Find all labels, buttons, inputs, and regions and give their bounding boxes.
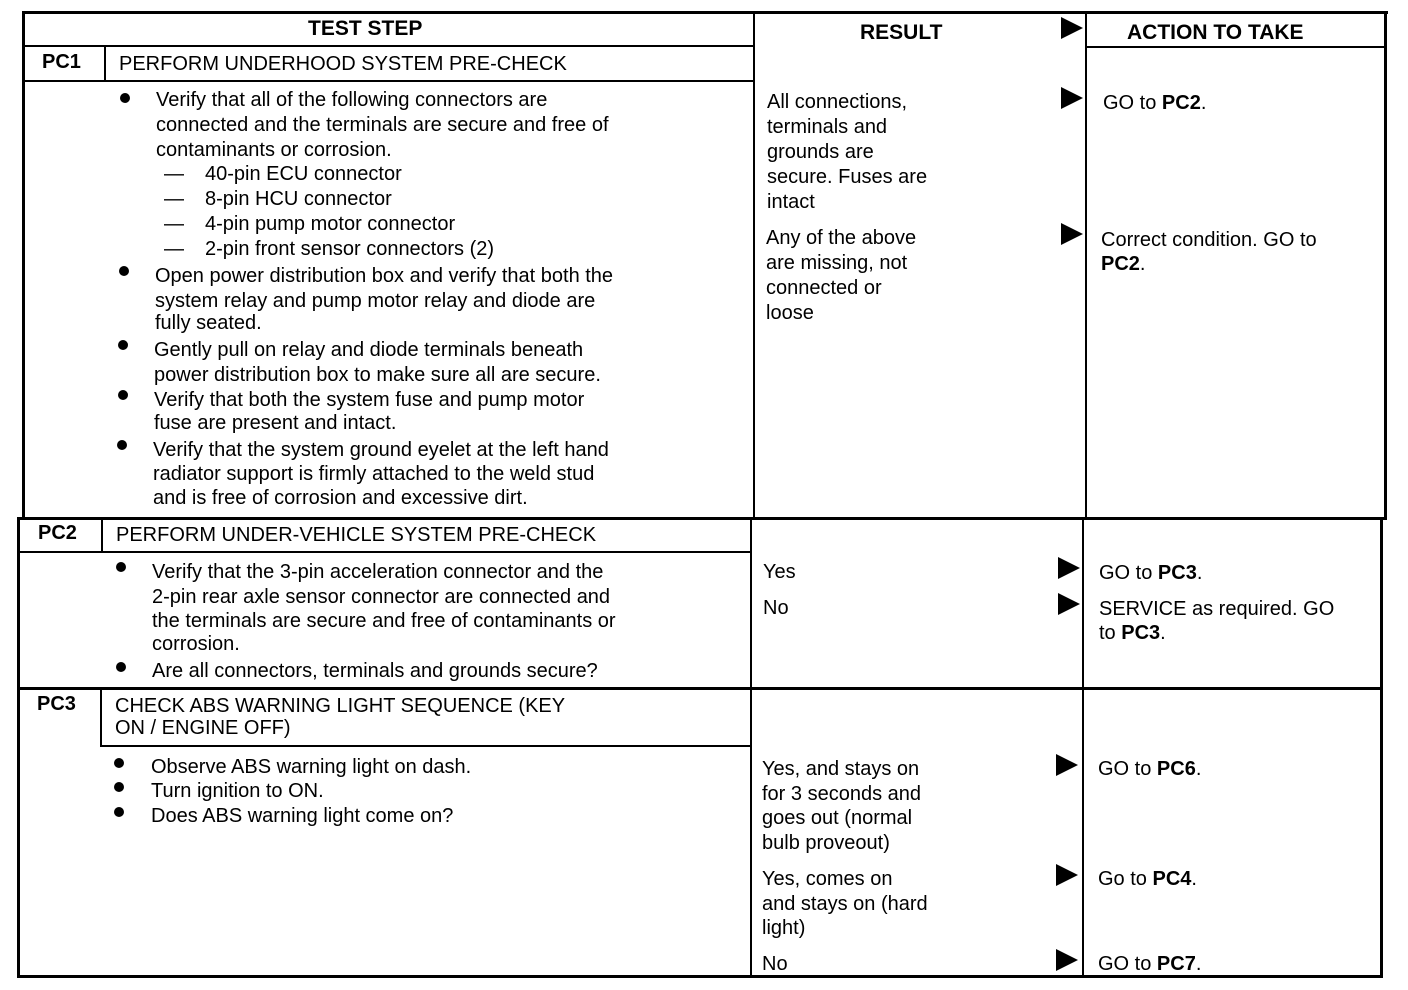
divider-result-lower <box>750 517 752 977</box>
table-border-left-lower <box>17 517 20 977</box>
bullet-icon <box>114 807 124 817</box>
pc1-code: PC1 <box>42 51 81 73</box>
pc1-action-1: GO to PC2. <box>1103 92 1207 114</box>
pc1-line: power distribution box to make sure all are secure. <box>154 364 601 386</box>
pc3-code-divider <box>100 688 102 746</box>
pc1-line: 8-pin HCU connector <box>205 188 392 210</box>
arrow-icon <box>1056 864 1078 886</box>
pc3-result-2: Yes, comes on <box>762 868 893 890</box>
pc2-action-2-cont: to PC3. <box>1099 622 1166 644</box>
pc2-action-1: GO to PC3. <box>1099 562 1203 584</box>
pc2-line: 2-pin rear axle sensor connector are connected and <box>152 586 611 608</box>
pc2-top-rule <box>17 517 1387 520</box>
bullet-icon <box>118 390 128 400</box>
pc2-line: corrosion. <box>152 633 240 655</box>
bullet-icon <box>119 266 129 276</box>
pc1-line: contaminants or corrosion. <box>156 139 392 161</box>
bullet-icon <box>118 340 128 350</box>
pc3-result-1: for 3 seconds and <box>762 783 921 805</box>
pc1-line: Verify that the system ground eyelet at the left hand <box>153 439 609 461</box>
pc1-line: Verify that all of the following connectors are <box>156 89 548 111</box>
pc1-line: fuse are present and intact. <box>154 412 397 434</box>
table-border-top <box>22 11 1388 14</box>
pc1-line: 4-pin pump motor connector <box>205 213 456 235</box>
header-rule-step <box>22 45 755 47</box>
pc2-line: Are all connectors, terminals and grounds secure? <box>152 660 598 682</box>
pc2-code-divider <box>101 518 103 552</box>
pc1-action-2-cont: PC2. <box>1101 253 1146 275</box>
bullet-icon <box>116 562 126 572</box>
divider-action-lower <box>1082 517 1084 977</box>
pc3-title-rule <box>100 745 752 747</box>
pc1-line: 2-pin front sensor connectors (2) <box>205 238 495 260</box>
pc1-result-2: loose <box>766 302 814 324</box>
pc3-title: CHECK ABS WARNING LIGHT SEQUENCE (KEY <box>115 695 566 717</box>
pc1-line: Gently pull on relay and diode terminals beneath <box>154 339 584 361</box>
dash-icon: — <box>164 163 184 185</box>
pc1-result-1: terminals and <box>767 116 888 138</box>
pc3-result-2: light) <box>762 917 806 939</box>
pc3-line: Turn ignition to ON. <box>151 780 324 802</box>
pc1-title-rule <box>22 80 755 82</box>
pc1-line: and is free of corrosion and excessive dirt. <box>153 487 528 509</box>
pc3-result-1: Yes, and stays on <box>762 758 920 780</box>
pc2-action-2: SERVICE as required. GO <box>1099 598 1335 620</box>
pc1-line: Open power distribution box and verify that both the <box>155 265 614 287</box>
header-result: RESULT <box>860 21 943 44</box>
pc1-result-1: grounds are <box>767 141 874 163</box>
pc2-code: PC2 <box>38 522 77 544</box>
pc3-line: Does ABS warning light come on? <box>151 805 454 827</box>
pc3-top-rule <box>17 687 1383 690</box>
table-border-right <box>1384 11 1387 519</box>
divider-result-upper <box>753 11 755 519</box>
pc1-result-2: are missing, not <box>766 252 908 274</box>
dash-icon: — <box>164 188 184 210</box>
header-rule-action <box>1085 46 1387 48</box>
pc1-line: Verify that both the system fuse and pump motor <box>154 389 585 411</box>
arrow-icon <box>1061 223 1083 245</box>
pc3-action-1: GO to PC6. <box>1098 758 1202 780</box>
bullet-icon <box>120 93 130 103</box>
pc1-result-1: intact <box>767 191 815 213</box>
bullet-icon <box>114 782 124 792</box>
arrow-icon <box>1058 557 1080 579</box>
pc1-line: 40-pin ECU connector <box>205 163 402 185</box>
pc3-title: ON / ENGINE OFF) <box>115 717 291 739</box>
pc3-result-1: bulb proveout) <box>762 832 890 854</box>
pc2-result-yes: Yes <box>763 561 796 583</box>
pc1-result-2: connected or <box>766 277 882 299</box>
bullet-icon <box>116 662 126 672</box>
pc3-action-2: Go to PC4. <box>1098 868 1197 890</box>
divider-action-upper <box>1085 11 1087 519</box>
pc3-result-1: goes out (normal <box>762 807 913 829</box>
arrow-icon <box>1058 593 1080 615</box>
pc3-line: Observe ABS warning light on dash. <box>151 756 472 778</box>
pc1-action-2: Correct condition. GO to <box>1101 229 1317 251</box>
pc2-line: the terminals are secure and free of contaminants or <box>152 610 616 632</box>
header-test-step: TEST STEP <box>308 17 423 40</box>
bullet-icon <box>117 440 127 450</box>
pc3-code: PC3 <box>37 693 76 715</box>
pc2-title: PERFORM UNDER-VEHICLE SYSTEM PRE-CHECK <box>116 524 597 546</box>
table-border-left <box>22 11 25 519</box>
pc1-result-1: All connections, <box>767 91 908 113</box>
arrow-icon <box>1061 87 1083 109</box>
pc1-line: radiator support is firmly attached to the weld stud <box>153 463 595 485</box>
pc1-line: connected and the terminals are secure and free of <box>156 114 609 136</box>
pc2-result-no: No <box>763 597 789 619</box>
pc2-line: Verify that the 3-pin acceleration connector and the <box>152 561 604 583</box>
pc3-action-3: GO to PC7. <box>1098 953 1202 975</box>
arrow-icon <box>1056 949 1078 971</box>
dash-icon: — <box>164 238 184 260</box>
header-action: ACTION TO TAKE <box>1127 21 1304 44</box>
pc1-code-divider <box>104 45 106 81</box>
arrow-icon <box>1061 17 1083 39</box>
bullet-icon <box>114 758 124 768</box>
pc3-result-2: and stays on (hard <box>762 893 928 915</box>
pc1-title: PERFORM UNDERHOOD SYSTEM PRE-CHECK <box>119 53 567 75</box>
pc2-title-rule <box>17 551 752 553</box>
pc1-result-2: Any of the above <box>766 227 917 249</box>
dash-icon: — <box>164 213 184 235</box>
pc1-line: system relay and pump motor relay and diode are <box>155 290 596 312</box>
pc3-result-3: No <box>762 953 788 975</box>
pc1-line: fully seated. <box>155 312 262 334</box>
arrow-icon <box>1056 754 1078 776</box>
table-border-right-lower <box>1380 517 1383 977</box>
pc1-result-1: secure. Fuses are <box>767 166 928 188</box>
